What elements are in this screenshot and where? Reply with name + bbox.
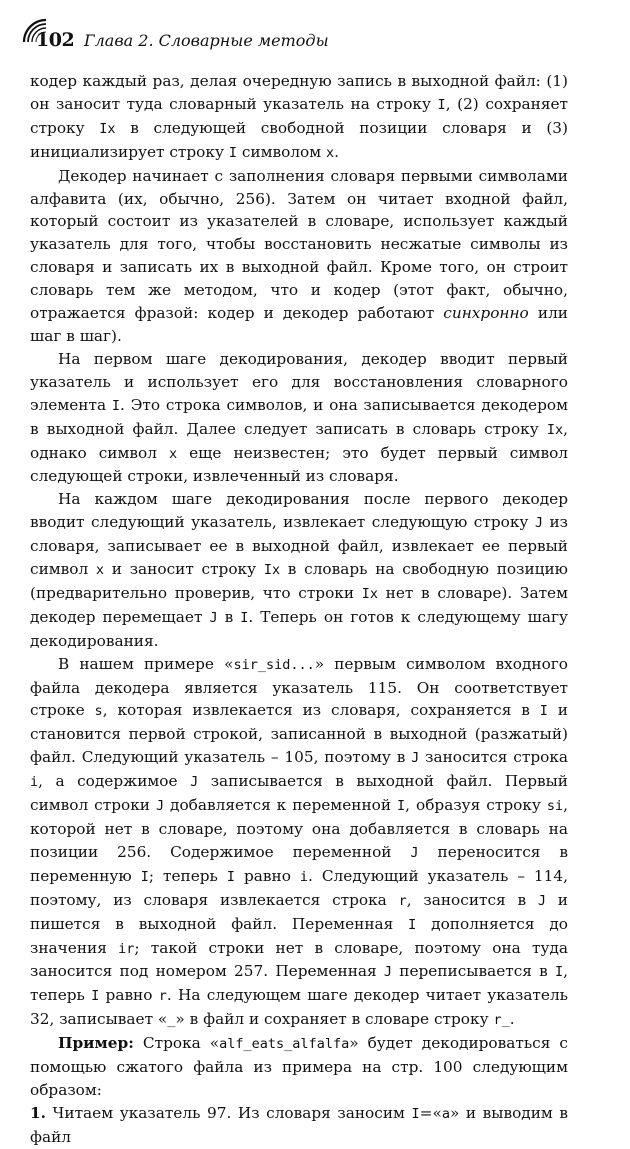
- text-run: , а содержимое: [38, 772, 191, 791]
- text-run: » первым символом входного файла декодера является указатель 115. Он соответствует строке: [30, 654, 568, 720]
- code-term: I: [397, 798, 406, 815]
- emphasis-text: синхронно: [443, 304, 529, 323]
- text-run: , заносится в: [406, 890, 538, 909]
- code-term: x: [326, 144, 335, 161]
- code-term: J: [383, 964, 393, 981]
- code-term: J: [537, 892, 547, 909]
- code-term: I: [140, 868, 149, 885]
- text-run: и заносит строку: [104, 560, 264, 579]
- code-term: a: [441, 1105, 450, 1122]
- text-run: .: [334, 142, 340, 161]
- text-run: переписывается в: [392, 962, 555, 981]
- code-term: Ix: [99, 120, 116, 137]
- paragraph: [30, 70, 568, 165]
- text-run: переносится в переменную: [30, 842, 568, 885]
- paragraph: [30, 348, 568, 488]
- code-term: I: [411, 1105, 420, 1122]
- code-term: I: [111, 397, 121, 414]
- code-term: x: [168, 445, 178, 462]
- text-run: Читаем указатель 97. Из словаря заносим: [45, 1103, 412, 1122]
- text-run: в: [217, 607, 241, 626]
- code-term: J: [411, 750, 420, 767]
- text-run: дополняется до значения: [30, 914, 568, 957]
- code-term: s: [94, 703, 103, 720]
- bold-text: 1.: [30, 1103, 46, 1122]
- code-term: I: [437, 96, 446, 113]
- code-term: x: [95, 562, 105, 579]
- code-term: I: [554, 964, 564, 981]
- text-run: и становится первой строкой, записанной в выходной (разжатый) файл. Следующий указатель – 105, поэтому в: [30, 701, 569, 767]
- text-run: заносится строка: [419, 748, 569, 767]
- body-text: [30, 70, 568, 1149]
- code-term: I: [91, 988, 100, 1005]
- code-term: i: [299, 868, 309, 885]
- code-term: _: [167, 1012, 176, 1029]
- code-term: Ix: [263, 562, 281, 579]
- paragraph: [30, 1032, 568, 1102]
- code-term: J: [410, 844, 419, 861]
- text-run: , образуя строку: [405, 796, 547, 815]
- text-run: » будет декодироваться с помощью сжатого файла из примера на стр. 100 следующим образом:: [30, 1034, 568, 1099]
- text-run: .: [509, 1010, 515, 1029]
- code-term: r_: [493, 1012, 510, 1029]
- paragraph: [30, 488, 568, 652]
- paragraph: [30, 165, 568, 348]
- code-term: J: [155, 798, 165, 815]
- text-run: ; теперь: [148, 866, 227, 885]
- bold-text: Пример:: [58, 1034, 134, 1053]
- text-run: еще неизвестен; это будет первый символ следующей строки, извлеченный из словаря.: [30, 443, 568, 486]
- code-term: I: [226, 868, 235, 885]
- code-term: J: [534, 515, 543, 532]
- text-run: в следующей свободной позиции словаря и (3) инициализирует строку: [30, 118, 568, 161]
- text-run: символом: [236, 142, 327, 161]
- code-term: i: [30, 774, 39, 791]
- text-run: нет в словаре). Затем декодер перемещает: [30, 583, 568, 626]
- running-header: [30, 28, 568, 56]
- code-term: J: [209, 609, 218, 626]
- code-term: r: [398, 892, 407, 909]
- text-run: , которой нет в словаре, поэтому она добавляется в словарь на позиции 256. Содержимое переменной: [30, 796, 568, 861]
- text-run: Строка «: [133, 1034, 220, 1053]
- text-run: » в файл и сохраняет в словаре строку: [175, 1010, 494, 1029]
- text-run: , (2) сохраняет строку: [30, 94, 568, 137]
- code-term: sir_sid...: [233, 656, 315, 673]
- code-term: Ix: [361, 585, 378, 602]
- text-run: в словарь на свободную позицию (предварительно проверив, что строки: [30, 560, 568, 602]
- chapter-title: Глава 2. Словарные методы: [84, 31, 329, 50]
- text-run: В нашем примере «: [58, 654, 234, 673]
- text-run: » и выводим в файл: [30, 1103, 568, 1146]
- text-run: . На следующем шаге декодер читает указатель 32, записывает «: [30, 986, 568, 1029]
- text-run: из словаря, записывает ее в выходной файл, извлекает ее первый символ: [30, 513, 568, 579]
- text-run: добавляется к переменной: [164, 796, 398, 815]
- text-run: кодер каждый раз, делая очередную запись в выходной файл: (1) он заносит туда словарный указатель на строку: [30, 72, 568, 113]
- code-term: r: [158, 988, 167, 1005]
- text-run: или шаг в шаг).: [30, 304, 568, 345]
- text-run: Декодер начинает с заполнения словаря первыми символами алфавита (их, обычно, 256). Затем он читает входной файл, который состоит из указателей в словаре, использует каждый указатель для того, чтобы восстановить несжатые символы из словаря и записать их в выходной файл. Кроме того, он строит словарь тем же методом, что и кодер (этот факт, обычно, отражается фразой: кодер и декодер работают: [30, 166, 568, 323]
- text-run: , однако символ: [30, 419, 568, 462]
- code-term: alf_eats_alfalfa: [219, 1036, 350, 1053]
- text-run: , теперь: [30, 962, 568, 1005]
- code-term: I: [539, 703, 548, 720]
- code-term: I: [408, 916, 417, 933]
- text-run: На первом шаге декодирования, декодер вводит первый указатель и использует его для восстановления словарного элемента: [30, 349, 568, 414]
- paragraph: [30, 653, 568, 1033]
- code-term: I: [228, 144, 237, 161]
- text-run: равно: [99, 986, 159, 1005]
- text-run: и пишется в выходной файл. Переменная: [30, 890, 568, 933]
- code-term: J: [190, 774, 199, 791]
- text-run: ; такой строки нет в словаре, поэтому она туда заносится под номером 257. Переменная: [30, 938, 568, 981]
- text-run: . Теперь он готов к следующему шагу декодирования.: [30, 607, 568, 650]
- page-number: 102: [36, 29, 75, 51]
- paragraph: [30, 1102, 568, 1149]
- code-term: Ix: [546, 421, 564, 438]
- text-run: На каждом шаге декодирования после первого декодер вводит следующий указатель, извлекает следующую строку: [30, 490, 568, 532]
- text-run: , которая извлекается из словаря, сохраняется в: [102, 701, 540, 720]
- text-run: =«: [419, 1103, 442, 1122]
- code-term: si: [546, 798, 564, 815]
- text-run: . Следующий указатель – 114, поэтому, из словаря извлекается строка: [30, 866, 568, 909]
- text-run: . Это строка символов, и она записывается декодером в выходной файл. Далее следует записать в словарь строку: [30, 395, 568, 438]
- text-run: равно: [235, 866, 300, 885]
- code-term: ir: [118, 940, 135, 957]
- text-run: записывается в выходной файл. Первый символ строки: [30, 772, 568, 815]
- code-term: I: [240, 609, 249, 626]
